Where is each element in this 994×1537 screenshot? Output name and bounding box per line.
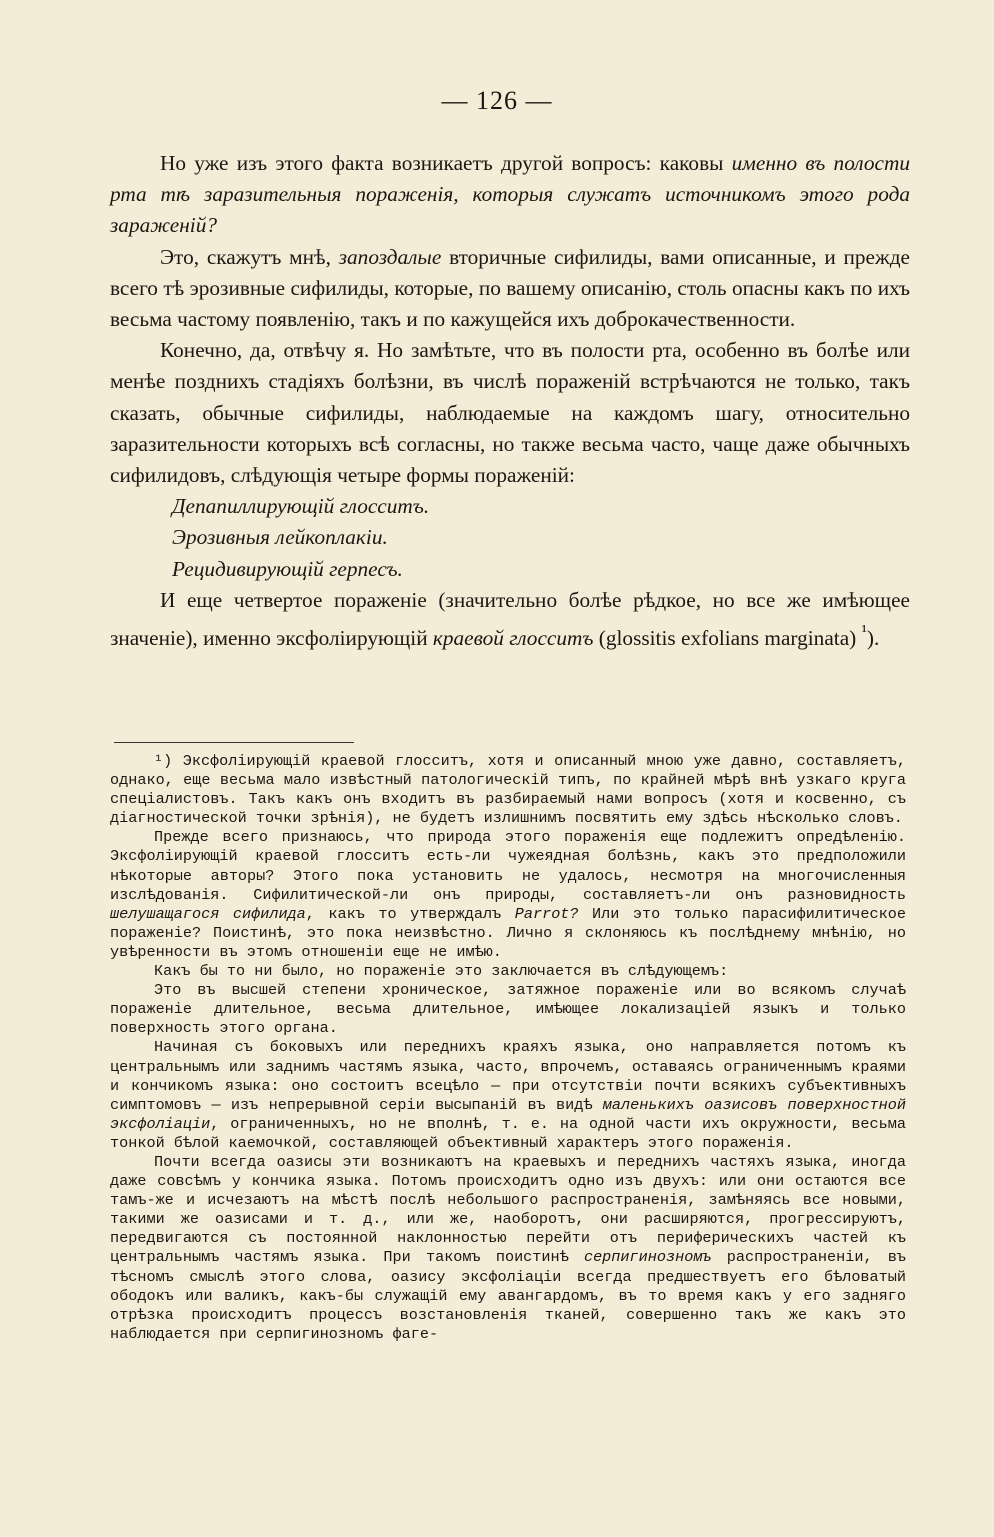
footnote-paragraph: Это въ высшей степени хроническое, затяжное пораженіе или во всякомъ случаѣ пораженіе длительное, весьма длительное, имѣющее локализаціей языкъ и только поверхность этого органа. xyxy=(110,981,906,1038)
footnote-ref: ¹ xyxy=(861,621,867,642)
paragraph-question-text: Но уже изъ этого факта возникаетъ другой вопросъ: каковы xyxy=(160,151,732,175)
lesion-form-item: Эрозивныя лейкоплакіи. xyxy=(172,525,388,550)
footnote-text: Прежде всего признаюсь, что природа этого пораженія еще подлежитъ опредѣленію. Эксфоліирующій краевой глосситъ есть-ли чужеядная болѣзнь, какъ это предположили нѣкоторые авторы? Этого пока установить не удалось, несмотря на многочисленныя изслѣдованія. Сифилитической-ли онъ природы, составляетъ-ли онъ разновидность xyxy=(110,828,906,904)
footnote-paragraph xyxy=(110,1038,906,1153)
footnote-emphasis: шелушащагося сифилида xyxy=(110,904,306,923)
paragraph-objection-rest: вторичные сифилиды, вами описанные, и прежде всего тѣ эрозивные сифилиды, которые, по вашему описанію, столь опасны какъ по ихъ весьма частому появленію, такъ и по кажущейся ихъ доброкачественности. xyxy=(110,244,911,332)
footnote-paragraph: Какъ бы то ни было, но пораженіе это заключается въ слѣдующемъ: xyxy=(154,962,729,981)
page-number: — 126 — xyxy=(441,86,553,115)
lesion-form-item: Депапиллирующій глосситъ. xyxy=(172,494,430,519)
paragraph-question-emphasis: именно въ полости рта тѣ заразительныя пораженія, которыя служатъ источникомъ этого рода зараженій? xyxy=(110,151,910,238)
footnote-text: , какъ то утверждалъ xyxy=(305,904,515,923)
footnote-paragraph xyxy=(110,828,906,962)
lesion-forms-list xyxy=(110,491,910,585)
footnote-text: Почти всегда оазисы эти возникаютъ на краевыхъ и переднихъ частяхъ языка, иногда даже совсѣмъ у кончика языка. Потомъ происходитъ одно изъ двухъ: или они остаются все тамъ-же и исчезаютъ на мѣстѣ послѣ небольшого распространенія, замѣняясь все новыми, такими же оазисами и т. д., или же, наоборотъ, они расширяются, прогрессируютъ, передвигаются съ постоянной наклонностью перейти отъ периферическихъ частей къ центральнымъ частямъ языка. При такомъ поистинѣ xyxy=(110,1152,906,1267)
paragraph-objection xyxy=(110,242,910,336)
footnote-text: Начиная съ боковыхъ или переднихъ краяхъ языка, оно направляется потомъ къ центральнымъ или заднимъ частямъ языка, часто, впрочемъ, оставаясь ограниченнымъ краями и кончикомъ языка: оно состоитъ всецѣло — при отсутствіи почти всякихъ субъективныхъ симптомовъ — изъ непрерывной серіи высыпаній въ видѣ xyxy=(110,1038,906,1114)
paragraph-answer: Конечно, да, отвѣчу я. Но замѣтьте, что въ полости рта, особенно въ болѣе или менѣе позднихъ стадіяхъ болѣзни, въ числѣ пораженій встрѣчаются не только, такъ сказать, обычные сифилиды, наблюдаемые на каждомъ шагу, относительно заразительности которыхъ всѣ согласны, но также весьма часто, чаще даже обычныхъ сифилидовъ, слѣдующія четыре формы пораженій: xyxy=(110,338,910,488)
footnote-divider xyxy=(114,742,354,743)
paragraph-fourth-start: И еще четвертое пораженіе (значительно болѣе рѣдкое, но все же имѣющее значеніе), именно эксфоліирующій xyxy=(110,587,910,651)
paragraph-fourth-form xyxy=(110,585,910,655)
main-text xyxy=(110,148,910,654)
footnote xyxy=(110,752,906,1344)
footnote-text: , ограниченныхъ, но не вполнѣ, т. е. на одной части ихъ окружности, весьма тонкой бѣлой каемочкой, составляющей объективный характеръ этого пораженія. xyxy=(110,1114,906,1152)
paragraph-question xyxy=(110,148,910,242)
footnote-emphasis: серпигинозномъ xyxy=(583,1248,712,1267)
footnote-text: Или это только парасифилитическое пораженіе? Поистинѣ, это пока неизвѣстно. Лично я склоняюсь къ послѣднему мнѣнію, но увѣренности въ этомъ отношеніи еще не имѣю. xyxy=(110,904,906,961)
footnote-text: распространеніи, въ тѣсномъ смыслѣ этого слова, оазису эксфоліаціи всегда предшествуетъ его бѣловатый ободокъ или валикъ, какъ-бы служащій ему авангардомъ, въ то время какъ у его задняго отрѣзка происходитъ процессъ возстановленія тканей, совершенно такъ же какъ это наблюдается при серпигинозномъ фаге- xyxy=(110,1248,906,1343)
paragraph-fourth-emphasis: краевой глосситъ xyxy=(432,626,594,651)
footnote-paragraph xyxy=(110,1153,906,1344)
footnote-emphasis: Parrot? xyxy=(514,904,579,923)
paragraph-fourth-end: ). xyxy=(866,626,880,651)
lesion-form-item: Рецидивирующій герпесъ. xyxy=(172,556,403,581)
paragraph-objection-start: Это, скажутъ мнѣ, xyxy=(160,244,339,269)
footnote-paragraph: ¹) Эксфоліирующій краевой глосситъ, хотя и описанный мною уже давно, составляетъ, однако, еще весьма мало извѣстный патологическій типъ, по крайней мѣрѣ внѣ узкаго круга спеціалистовъ. Такъ какъ онъ входитъ въ разбираемый нами вопросъ (хотя и косвенно, съ діагностической точки зрѣнія), не будетъ излишнимъ посвятить ему здѣсь нѣсколько словъ. xyxy=(110,752,906,828)
footnote-emphasis: маленькихъ оазисовъ поверхностной эксфоліаціи xyxy=(110,1095,906,1133)
paragraph-fourth-latin: (glossitis exfolians marginata) xyxy=(593,626,862,651)
paragraph-objection-emphasis: запоздалые xyxy=(338,244,442,269)
